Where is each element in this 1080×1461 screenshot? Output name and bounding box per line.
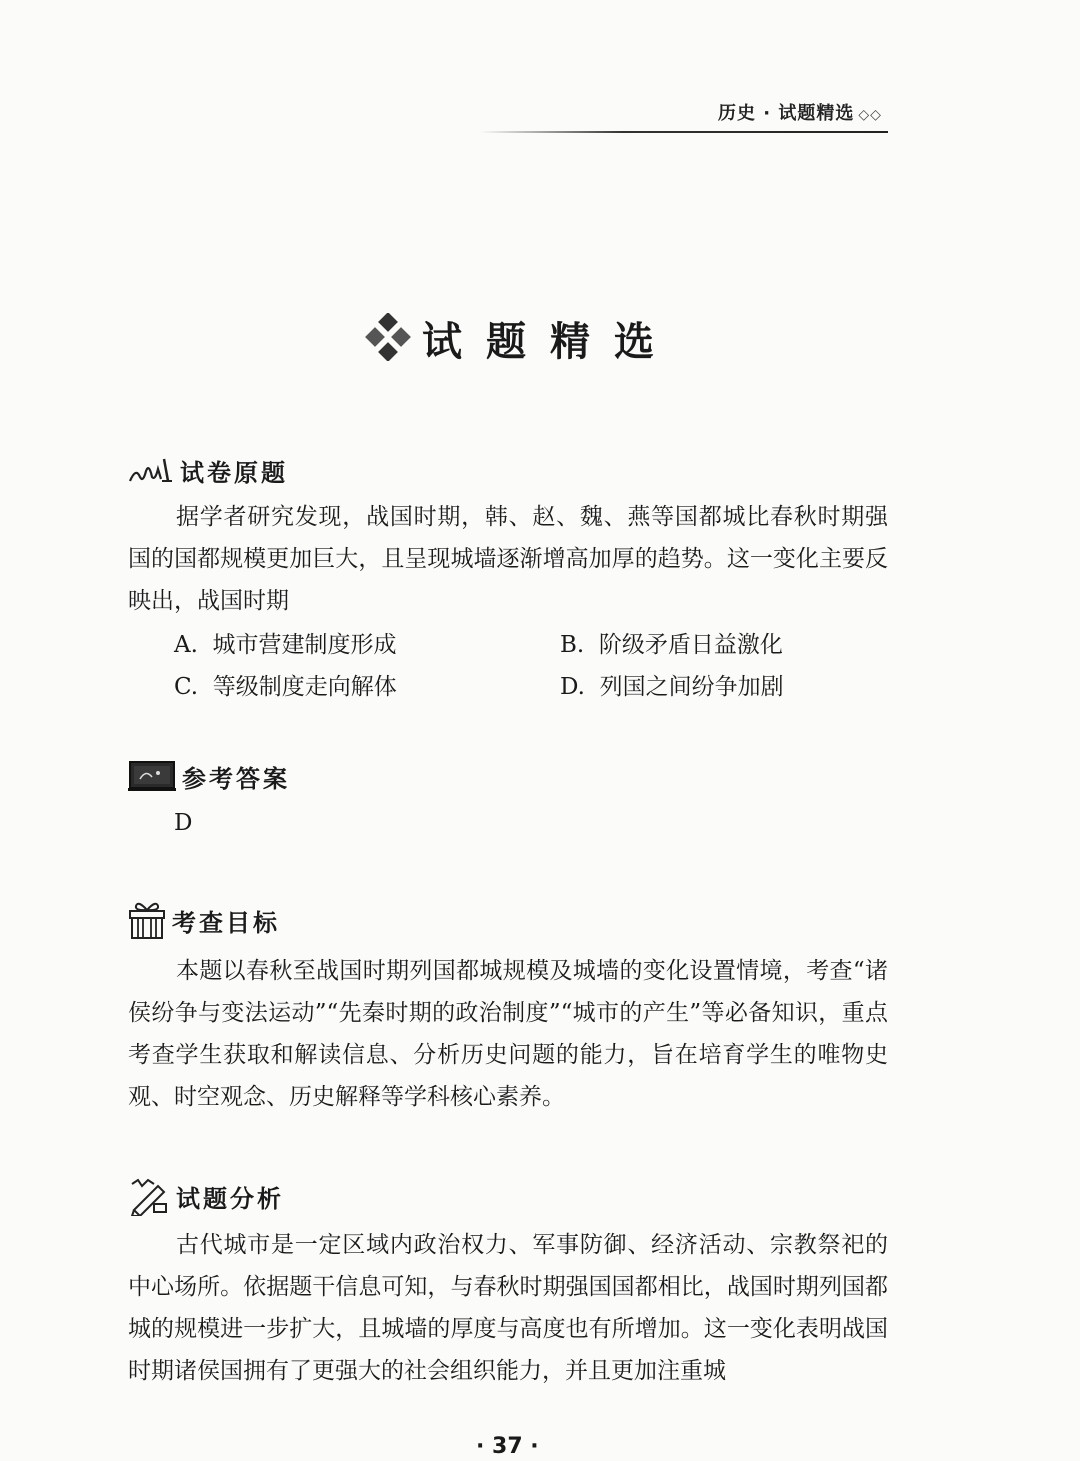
- section-objective: [128, 900, 280, 940]
- option-label: B.: [560, 632, 585, 658]
- running-header: [718, 99, 882, 125]
- answer-value: D: [174, 810, 193, 836]
- option-text: 等级制度走向解体: [212, 674, 397, 700]
- option-d: [560, 668, 784, 701]
- option-text: 阶级矛盾日益激化: [598, 632, 783, 658]
- section-answer-heading: 参考答案: [182, 764, 290, 793]
- option-b: [560, 626, 783, 659]
- option-label: C.: [174, 674, 199, 700]
- option-a: [174, 626, 397, 659]
- diamond-cluster-icon: [364, 313, 412, 361]
- running-header-title: 历史 · 试题精选: [718, 103, 855, 124]
- option-text: 城市营建制度形成: [212, 632, 397, 658]
- signature-icon: [128, 455, 174, 485]
- section-original: [128, 450, 288, 490]
- question-stem: 据学者研究发现，战国时期，韩、赵、魏、燕等国都城比春秋时期强国的国都规模更加巨大，且呈现城墙逐渐增高加厚的趋势。这一变化主要反映出，战国时期: [128, 504, 888, 614]
- option-c: [174, 668, 397, 701]
- page-title: [364, 310, 678, 367]
- option-label: D.: [560, 674, 585, 700]
- page-title-text: 试题精选: [422, 319, 678, 365]
- diamond-icon: ◇◇: [858, 107, 882, 123]
- blackboard-icon: [128, 759, 176, 793]
- option-text: 列国之间纷争加剧: [599, 674, 784, 700]
- section-objective-heading: 考查目标: [172, 908, 280, 937]
- page-number: · 37 ·: [476, 1434, 539, 1459]
- section-analysis: [128, 1176, 284, 1216]
- gift-box-icon: [128, 900, 166, 940]
- header-rule: [480, 131, 888, 133]
- section-analysis-heading: 试题分析: [176, 1184, 284, 1213]
- pen-icon: [128, 1176, 170, 1216]
- option-label: A.: [174, 632, 198, 658]
- section-answer: [128, 756, 290, 796]
- analysis-text: 古代城市是一定区域内政治权力、军事防御、经济活动、宗教祭祀的中心场所。依据题干信息可知，与春秋时期强国国都相比，战国时期列国都城的规模进一步扩大，且城墙的厚度与高度也有所增加。这一变化表明战国时期诸侯国拥有了更强大的社会组织能力，并且更加注重城: [128, 1232, 888, 1384]
- objective-text: 本题以春秋至战国时期列国都城规模及城墙的变化设置情境，考查“诸侯纷争与变法运动”“先秦时期的政治制度”“城市的产生”等必备知识，重点考查学生获取和解读信息、分析历史问题的能力，旨在培育学生的唯物史观、时空观念、历史解释等学科核心素养。: [128, 958, 888, 1110]
- section-original-heading: 试卷原题: [180, 458, 288, 487]
